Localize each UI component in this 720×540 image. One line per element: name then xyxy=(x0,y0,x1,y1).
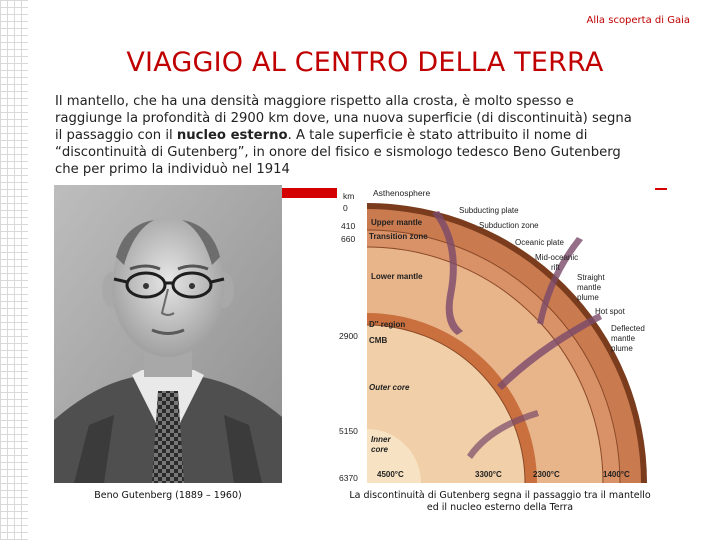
label-d-region: D'' region xyxy=(369,320,406,329)
temperature-label: 2300°C xyxy=(533,470,560,479)
label-mid-oceanic-rift: Mid-oceanic xyxy=(535,253,579,262)
depth-label: 5150 xyxy=(339,426,358,436)
temperature-label: 1400°C xyxy=(603,470,630,479)
slide-title: VIAGGIO AL CENTRO DELLA TERRA xyxy=(126,47,604,78)
header-text: Alla scoperta di Gaia xyxy=(586,15,690,26)
label-straight-mantle-plume: mantle xyxy=(577,283,602,292)
temperature-label: 3300°C xyxy=(475,470,502,479)
background-grid-strip xyxy=(0,0,28,540)
label-subducting-plate: Subducting plate xyxy=(459,206,519,215)
depth-label: 2900 xyxy=(339,331,358,341)
temperature-label: 4500°C xyxy=(377,470,404,479)
label-transition-zone: Transition zone xyxy=(369,232,428,241)
label-deflected-mantle-plume: Deflected xyxy=(611,324,645,333)
red-accent-line xyxy=(655,188,667,190)
label-straight-mantle-plume: Straight xyxy=(577,273,605,282)
diagram-caption: La discontinuità di Gutenberg segna il passaggio tra il mantello ed il nucleo esterno della Terra xyxy=(349,490,651,513)
label-outer-core: Outer core xyxy=(369,383,410,392)
label-oceanic-plate: Oceanic plate xyxy=(515,238,564,247)
label-subduction-zone: Subduction zone xyxy=(479,221,539,230)
earth-interior-diagram xyxy=(337,185,655,483)
intro-paragraph xyxy=(55,93,635,178)
intro-bold-term: nucleo esterno xyxy=(176,128,288,143)
label-mid-oceanic-rift: rift xyxy=(551,263,560,272)
label-deflected-mantle-plume: mantle xyxy=(611,334,636,343)
label-hot-spot: Hot spot xyxy=(595,307,625,316)
label-straight-mantle-plume: plume xyxy=(577,293,599,302)
label-lower-mantle: Lower mantle xyxy=(371,272,423,281)
depth-unit-label: km xyxy=(343,191,355,201)
depth-label: 0 xyxy=(343,203,348,213)
photo-caption: Beno Gutenberg (1889 – 1960) xyxy=(94,490,242,501)
label-deflected-mantle-plume: plume xyxy=(611,344,633,353)
portrait-photo xyxy=(54,185,282,483)
depth-label: 410 xyxy=(341,221,356,231)
label-inner-core: core xyxy=(371,445,388,454)
label-upper-mantle: Upper mantle xyxy=(371,218,423,227)
label-cmb: CMB xyxy=(369,336,388,345)
label-asthenosphere: Asthenosphere xyxy=(373,188,431,198)
label-inner-core: Inner xyxy=(371,435,391,444)
intro-text-part1: Il mantello, che ha una densità maggiore rispetto alla crosta, è molto spesso e raggiunge la profondità di 2900 km dove, una nuova superficie (di discontinuità) segna il passaggio con il xyxy=(55,94,632,143)
depth-label: 6370 xyxy=(339,473,358,483)
intro-text-part2: . A tale superficie è stato attribuito il nome di “discontinuità di Gutenberg”, in onore del fisico e sismologo tedesco Beno Gutenberg che per primo la individuò nel 1914 xyxy=(55,128,621,177)
depth-label: 660 xyxy=(341,234,356,244)
